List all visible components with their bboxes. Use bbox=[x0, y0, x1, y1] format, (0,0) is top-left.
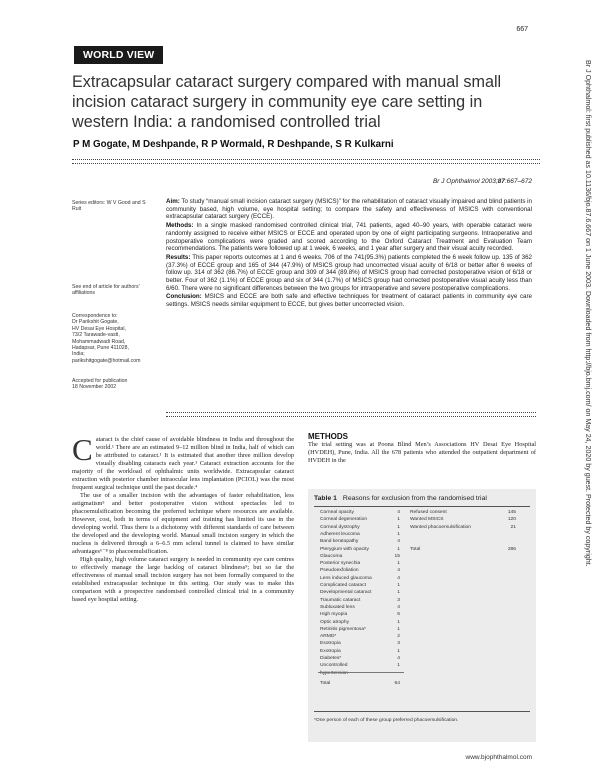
table-row-count: 1 bbox=[397, 663, 400, 669]
citation: Br J Ophthalmol 2003;87:667–672 bbox=[432, 178, 532, 185]
table-row-reason: Subluxated lens bbox=[320, 604, 355, 610]
affiliations-note: See end of article for authors' affiliations bbox=[72, 284, 140, 297]
abstract-divider bbox=[166, 416, 536, 417]
table-row-count: 1 bbox=[397, 590, 400, 596]
table-row-count: 1 bbox=[397, 524, 400, 530]
table-row-count: 1 bbox=[397, 546, 400, 552]
abstract-divider bbox=[166, 412, 536, 413]
table-row-count: 15 bbox=[394, 553, 400, 559]
table-row-count: 3 bbox=[397, 641, 400, 647]
table-row-count: 1 bbox=[397, 619, 400, 625]
table-row-reason: Corneal opacity bbox=[320, 510, 354, 515]
table-rule bbox=[314, 506, 530, 507]
table-row-reason: Pseudoexfoliation bbox=[320, 568, 359, 574]
table-row-reason: Exotropia bbox=[320, 648, 341, 654]
table-row-count: 1 bbox=[397, 561, 400, 567]
table-rule bbox=[314, 711, 530, 712]
methods-heading: METHODS bbox=[308, 432, 348, 441]
table-row-count: 4 bbox=[397, 568, 400, 574]
table-row-reason: Pterygium with opacity bbox=[320, 546, 369, 552]
author-list: P M Gogate, M Deshpande, R P Wormald, R Deshpande, S R Kulkarni bbox=[73, 139, 394, 150]
table-row-reason: Lens induced glaucoma bbox=[320, 575, 372, 581]
page-number: 667 bbox=[516, 26, 528, 33]
table-row-reason: Wanted phacoemulsification bbox=[410, 524, 471, 530]
table-row-reason: Traumatic cataract bbox=[320, 597, 361, 603]
table-row-count: 4 bbox=[397, 656, 400, 661]
vertical-notice: Br J Ophthalmol: first published as 10.1136/bjo.87.6.667 on 1 June 2003. Downloaded from http://bjo.bmj.com/ on May 24, 2020 by guest. Protected by copyright. bbox=[584, 60, 592, 567]
table-row-count: 4 bbox=[397, 539, 400, 545]
correspondence: Correspondence to: Dr Parikshit Gogate, HV Desai Eye Hospital, 73/2 Tarawade-vasti, Mohammadwadi Road, Hadapsar, Pune 411028, India; parikshitgogate@hotmail.com bbox=[72, 313, 141, 364]
table-row-reason: Uncontrolled bbox=[320, 663, 348, 669]
section-label: WORLD VIEW bbox=[74, 46, 163, 64]
table-row-reason: Wanted MSICS bbox=[410, 517, 444, 523]
table-row-reason: Corneal dystrophy bbox=[320, 524, 360, 530]
table-row-reason: Complicated cataract bbox=[320, 583, 366, 588]
table-row-reason: Esotropia bbox=[320, 641, 341, 647]
table-row-count: 1 bbox=[397, 626, 400, 632]
table-row-reason: hypertension bbox=[320, 670, 349, 676]
table-row-count: 6 bbox=[397, 612, 400, 618]
table-caption: Table 1 Reasons for exclusion from the randomised trial bbox=[314, 495, 487, 502]
divider bbox=[72, 159, 540, 160]
table-row-reason: Diabetes* bbox=[320, 656, 342, 661]
table-row-count: 145 bbox=[507, 510, 516, 515]
table-row-count: 1 bbox=[397, 531, 400, 537]
table-row-reason: Adherent leucoma bbox=[320, 531, 360, 537]
table-row-count: 4 bbox=[397, 510, 400, 515]
table-row-count: 1 bbox=[397, 517, 400, 523]
table-row-reason: Developmental cataract bbox=[320, 590, 372, 596]
table-row-reason: Optic atrophy bbox=[320, 619, 350, 625]
footer-url[interactable]: www.bjophthalmol.com bbox=[465, 754, 532, 761]
methods-text: The trial setting was at Poona Blind Men’s Associations HV Desai Eye Hospital (HVDEH), Pune, India. All the 678 patients who attended the outpatient department of HVDEH in the bbox=[308, 441, 536, 464]
table-row-reason: Glaucoma bbox=[320, 553, 343, 559]
series-editors: Series editors: W V Good and S Ruit bbox=[72, 200, 146, 213]
table-row-count: 3 bbox=[397, 597, 400, 603]
table-row-reason: ARMD* bbox=[320, 634, 337, 640]
table-row-count: 1 bbox=[397, 583, 400, 588]
table-row-count: 4 bbox=[397, 575, 400, 581]
table-row-reason: Refused consent bbox=[410, 510, 447, 515]
divider bbox=[72, 163, 540, 164]
table-row-count: 1 bbox=[397, 648, 400, 654]
table-row-count: 2 bbox=[397, 634, 400, 640]
table-row-count: 64 bbox=[394, 680, 400, 686]
introduction: Cataract is the chief cause of avoidable blindness in India and throughout the world.¹ There are an estimated 9–12 million blind in India, half of which can be attributed to cataract.¹ It is estimated that another three million develop visually disabling cataracts each year.¹ Cataract extraction accounts for the majority of the workload of ophthalmic units worldwide. Extracapsular cataract extraction with posterior chamber intraocular lens implantation (PCIOL) was the most frequent surgical technique until the past decade.⁴ The use of a smaller incision with the advantages of faster rehabilitation, less astigmatism⁵ and better postoperative vision without spectacles led to phacoemulsification becoming the preferred technique where resources are available. However, cost, both in terms of equipment and training has limited its use in the developing world. Thus there is a dichotomy with different standards of care between the developed and the developing world. Manual small incision surgery in which the nucleus is delivered through a 6–6.5 mm scleral tunnel is claimed to have similar advantages⁶⁻⁸ to phacoemulsification. High quality, high volume cataract surgery is needed in community eye care centres to effectively manage the large backlog of cataract blindness⁹; but so far the effectiveness of manual small incision surgery has not been formally compared to the established extracapsular technique in this setting. Our study was to make this comparison with a prospective randomised controlled clinical trial in a community based eye hospital setting. bbox=[72, 432, 294, 603]
table-row-reason: High myopia bbox=[320, 612, 348, 618]
table-row-reason: Band keratopathy bbox=[320, 539, 359, 545]
table-row-count: 4 bbox=[397, 604, 400, 610]
table-row-reason: Corneal degeneration bbox=[320, 517, 368, 523]
table-row-count: 120 bbox=[507, 517, 516, 523]
table-row-reason: Total bbox=[320, 680, 331, 686]
drop-cap: C bbox=[72, 432, 93, 467]
accepted-date: Accepted for publication 18 November 2002 bbox=[72, 378, 128, 391]
table-footnote: *One person of each of these group preferred phacoemulsification. bbox=[314, 718, 459, 723]
table-row-count: 286 bbox=[507, 546, 516, 552]
table-row-reason: Posterior synechia bbox=[320, 561, 361, 567]
download-link[interactable]: http://bjo.bmj.com/ bbox=[584, 348, 592, 407]
article-title: Extracapsular cataract surgery compared with manual small incision cataract surgery in community eye care setting in western India: a randomised controlled trial bbox=[72, 73, 502, 131]
table-row-count: 21 bbox=[510, 524, 516, 530]
abstract: Aim: To study “manual small incision cataract surgery (MSICS)” for the rehabilitation of cataract visually impaired and blind patients in community based, high volume, eye hospital setting; to compare the safety and effectiveness of MSICS with conventional extracapsular cataract surgery (ECCE). Methods: In a single masked randomised controlled clinical trial, 741 patients, aged 40–90 years, with operable cataract were randomly assigned to receive either MSICS or ECCE and operated upon by one of eight participating surgeons. Intraoperative and postoperative complications were graded and scored according to the Oxford Cataract Treatment and Evaluation Team recommendations. The patients were followed up at 1 week, 6 weeks, and 1 year after surgery and their visual acuity recorded. Results: This paper reports outcomes at 1 and 6 weeks. 706 of the 741(95.3%) patients completed the 6 week follow up. 135 of 362 (37.3%) of ECCE group and 165 of 344 (47.9%) of MSICS group had uncorrected visual acuity of 6/18 or better after 6 weeks of follow up. 314 of 362 (86.7%) of ECCE group and 309 of 344 (89.8%) of MSICS group had corrected postoperative vision of 6/18 or better. Four of 362 (1.1%) of ECCE group and six of 344 (1.7%) of MSICS group had corrected postoperative visual acuity less than 6/60. There were no significant differences between the two groups for intraoperative and severe postoperative complications. Conclusion: MSICS and ECCE are both safe and effective techniques for treatment of cataract patients in community eye care settings. MSICS needs similar equipment to ECCE, but gives better uncorrected vision. bbox=[166, 198, 532, 309]
table-row-reason: Total bbox=[410, 546, 421, 552]
total-rule bbox=[318, 672, 404, 673]
table-row-reason: Retinitis pigmentosa* bbox=[320, 626, 366, 632]
